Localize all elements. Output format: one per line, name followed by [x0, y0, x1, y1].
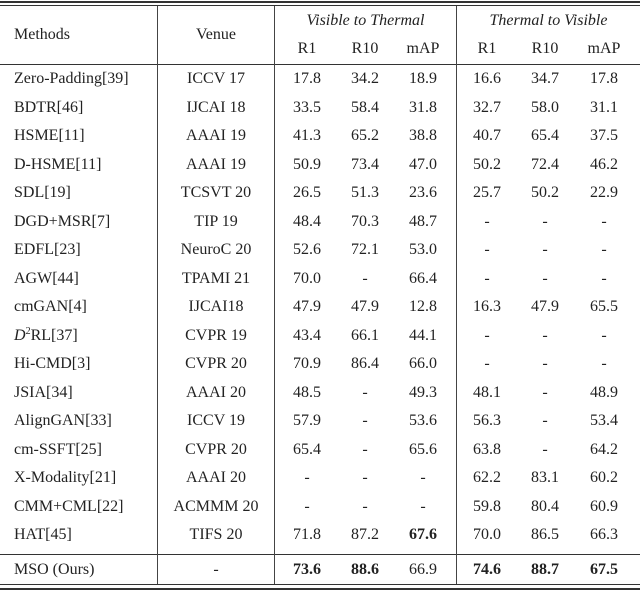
method-name: EDFL[23] [14, 241, 81, 258]
value-r1-v2t: 71.8 [293, 526, 321, 543]
value-r10-v2t: 65.2 [351, 127, 379, 144]
value-r1-t2v: 16.3 [473, 298, 501, 315]
value-r1-t2v: 59.8 [473, 498, 501, 515]
header-metric-r1-v2t: R1 [297, 40, 317, 57]
value-r1-v2t: 17.8 [293, 70, 321, 87]
value-map-t2v: 37.5 [590, 127, 618, 144]
value-map-t2v: 53.4 [590, 412, 618, 429]
value-map-t2v: 48.9 [590, 384, 618, 401]
value-r10-v2t: 66.1 [351, 327, 379, 344]
value-r10-v2t: - [362, 384, 368, 401]
value-r1-t2v: 40.7 [473, 127, 501, 144]
header-venue: Venue [196, 26, 236, 43]
value-r1-v2t: - [304, 469, 310, 486]
value-map-t2v: - [601, 327, 607, 344]
value-map-v2t: 18.9 [409, 70, 437, 87]
value-map-t2v: 67.5 [590, 561, 618, 578]
value-r10-t2v: - [542, 327, 548, 344]
value-map-t2v: - [601, 355, 607, 372]
value-r10-v2t: 47.9 [351, 298, 379, 315]
value-r10-v2t: - [362, 270, 368, 287]
venue: ICCV 17 [187, 70, 245, 87]
value-r10-t2v: 58.0 [531, 99, 559, 116]
value-map-v2t: - [420, 469, 426, 486]
top-double-rule-1 [0, 1, 640, 3]
value-r10-v2t: 72.1 [351, 241, 379, 258]
venue: TIP 19 [194, 213, 238, 230]
vline-venue-v2t [274, 6, 275, 584]
value-r10-t2v: - [542, 441, 548, 458]
header-bottom-rule [0, 64, 640, 65]
venue: IJCAI 18 [186, 99, 246, 116]
value-r1-t2v: 63.8 [473, 441, 501, 458]
bottom-double-rule-1 [0, 584, 640, 585]
method-name: X-Modality[21] [14, 469, 117, 486]
value-map-v2t: 53.0 [409, 241, 437, 258]
value-r1-t2v: 25.7 [473, 184, 501, 201]
value-map-v2t: 65.6 [409, 441, 437, 458]
value-map-t2v: 64.2 [590, 441, 618, 458]
value-map-v2t: 66.4 [409, 270, 437, 287]
method-name: CMM+CML[22] [14, 498, 124, 515]
venue: NeuroC 20 [180, 241, 252, 258]
value-r10-t2v: 47.9 [531, 298, 559, 315]
value-r1-v2t: 48.5 [293, 384, 321, 401]
value-r10-t2v: - [542, 412, 548, 429]
value-r1-t2v: 70.0 [473, 526, 501, 543]
value-r10-t2v: 34.7 [531, 70, 559, 87]
venue: - [213, 561, 219, 578]
value-r1-v2t: 26.5 [293, 184, 321, 201]
method-name-superscript: 2 [25, 326, 31, 337]
value-map-v2t: 23.6 [409, 184, 437, 201]
value-r1-t2v: - [484, 213, 490, 230]
method-name: HAT[45] [14, 526, 72, 543]
value-r1-t2v: - [484, 355, 490, 372]
venue: CVPR 20 [185, 441, 247, 458]
value-r1-v2t: 70.9 [293, 355, 321, 372]
value-r1-t2v: 74.6 [473, 561, 501, 578]
value-map-t2v: 22.9 [590, 184, 618, 201]
value-r1-t2v: - [484, 270, 490, 287]
value-r1-t2v: - [484, 241, 490, 258]
value-r10-v2t: 73.4 [351, 156, 379, 173]
value-map-v2t: 66.0 [409, 355, 437, 372]
value-r1-t2v: 62.2 [473, 469, 501, 486]
value-r1-v2t: 50.9 [293, 156, 321, 173]
value-r1-v2t: 33.5 [293, 99, 321, 116]
value-r10-v2t: 51.3 [351, 184, 379, 201]
value-r10-t2v: - [542, 241, 548, 258]
value-r10-v2t: - [362, 441, 368, 458]
value-map-v2t: 67.6 [409, 526, 437, 543]
method-name: cm-SSFT[25] [14, 441, 102, 458]
value-r1-t2v: 56.3 [473, 412, 501, 429]
venue: AAAI 20 [186, 384, 246, 401]
ours-separator-rule [0, 554, 640, 555]
method-name: SDL[19] [14, 184, 71, 201]
method-name: AlignGAN[33] [14, 412, 112, 429]
value-r1-v2t: 57.9 [293, 412, 321, 429]
value-r10-t2v: 86.5 [531, 526, 559, 543]
value-r10-t2v: - [542, 384, 548, 401]
value-map-v2t: 48.7 [409, 213, 437, 230]
value-map-t2v: - [601, 270, 607, 287]
venue: TPAMI 21 [181, 270, 251, 287]
value-r1-v2t: 47.9 [293, 298, 321, 315]
method-name: cmGAN[4] [14, 298, 87, 315]
value-r10-v2t: - [362, 498, 368, 515]
venue: AAAI 20 [186, 469, 246, 486]
value-r1-t2v: - [484, 327, 490, 344]
value-map-v2t: 47.0 [409, 156, 437, 173]
method-name: Hi-CMD[3] [14, 355, 91, 372]
header-methods: Methods [14, 26, 70, 43]
value-r10-t2v: 83.1 [531, 469, 559, 486]
value-r10-t2v: - [542, 270, 548, 287]
value-r10-v2t: 58.4 [351, 99, 379, 116]
value-map-t2v: 60.9 [590, 498, 618, 515]
value-map-v2t: 49.3 [409, 384, 437, 401]
value-r10-v2t: - [362, 412, 368, 429]
value-map-t2v: - [601, 213, 607, 230]
method-name [14, 326, 78, 346]
method-name: Zero-Padding[39] [14, 70, 129, 87]
value-map-v2t: 12.8 [409, 298, 437, 315]
method-name-base: D [14, 327, 26, 344]
header-metric-map-v2t: mAP [406, 40, 440, 57]
value-r10-v2t: 34.2 [351, 70, 379, 87]
value-r1-t2v: 32.7 [473, 99, 501, 116]
header-visible-to-thermal: Visible to Thermal [306, 12, 425, 29]
value-r1-v2t: 70.0 [293, 270, 321, 287]
venue: TCSVT 20 [180, 184, 252, 201]
header-metric-map-t2v: mAP [587, 40, 621, 57]
venue: CVPR 20 [185, 355, 247, 372]
value-r10-t2v: 50.2 [531, 184, 559, 201]
value-map-t2v: 46.2 [590, 156, 618, 173]
vline-v2t-t2v [456, 6, 457, 584]
value-map-t2v: - [601, 241, 607, 258]
venue: ACMMM 20 [173, 498, 259, 515]
top-double-rule-2 [0, 5, 640, 6]
bottom-double-rule-2 [0, 588, 640, 590]
value-map-t2v: 60.2 [590, 469, 618, 486]
value-r10-t2v: 65.4 [531, 127, 559, 144]
value-r10-t2v: - [542, 355, 548, 372]
header-metric-r10-t2v: R10 [531, 40, 559, 57]
method-name: BDTR[46] [14, 99, 84, 116]
value-r10-v2t: 88.6 [351, 561, 379, 578]
value-r1-v2t: 52.6 [293, 241, 321, 258]
venue: IJCAI18 [188, 298, 244, 315]
value-map-v2t: 66.9 [409, 561, 437, 578]
value-r1-v2t: 48.4 [293, 213, 321, 230]
value-map-v2t: 31.8 [409, 99, 437, 116]
method-name: D-HSME[11] [14, 156, 102, 173]
value-r10-v2t: 70.3 [351, 213, 379, 230]
value-r10-t2v: - [542, 213, 548, 230]
method-name-rest: RL[37] [30, 327, 78, 344]
value-r10-v2t: - [362, 469, 368, 486]
method-name: AGW[44] [14, 270, 79, 287]
value-r10-t2v: 72.4 [531, 156, 559, 173]
method-name: MSO (Ours) [14, 561, 95, 578]
header-metric-r10-v2t: R10 [351, 40, 379, 57]
method-name: DGD+MSR[7] [14, 213, 111, 230]
value-map-t2v: 65.5 [590, 298, 618, 315]
value-map-t2v: 17.8 [590, 70, 618, 87]
venue: CVPR 19 [185, 327, 247, 344]
value-r1-t2v: 50.2 [473, 156, 501, 173]
venue: AAAI 19 [186, 127, 246, 144]
value-map-v2t: 44.1 [409, 327, 437, 344]
value-r1-v2t: 73.6 [293, 561, 321, 578]
value-map-t2v: 31.1 [590, 99, 618, 116]
venue: ICCV 19 [187, 412, 245, 429]
venue: TIFS 20 [189, 526, 243, 543]
value-r1-v2t: - [304, 498, 310, 515]
value-r1-t2v: 48.1 [473, 384, 501, 401]
header-metric-r1-t2v: R1 [477, 40, 497, 57]
value-map-v2t: 53.6 [409, 412, 437, 429]
value-r10-t2v: 80.4 [531, 498, 559, 515]
venue: AAAI 19 [186, 156, 246, 173]
value-r1-t2v: 16.6 [473, 70, 501, 87]
value-r10-t2v: 88.7 [531, 561, 559, 578]
value-map-t2v: 66.3 [590, 526, 618, 543]
method-name: HSME[11] [14, 127, 85, 144]
value-r1-v2t: 41.3 [293, 127, 321, 144]
value-r1-v2t: 65.4 [293, 441, 321, 458]
value-r10-v2t: 86.4 [351, 355, 379, 372]
value-map-v2t: 38.8 [409, 127, 437, 144]
value-r10-v2t: 87.2 [351, 526, 379, 543]
method-name: JSIA[34] [14, 384, 73, 401]
value-map-v2t: - [420, 498, 426, 515]
value-r1-v2t: 43.4 [293, 327, 321, 344]
header-thermal-to-visible: Thermal to Visible [489, 12, 608, 29]
